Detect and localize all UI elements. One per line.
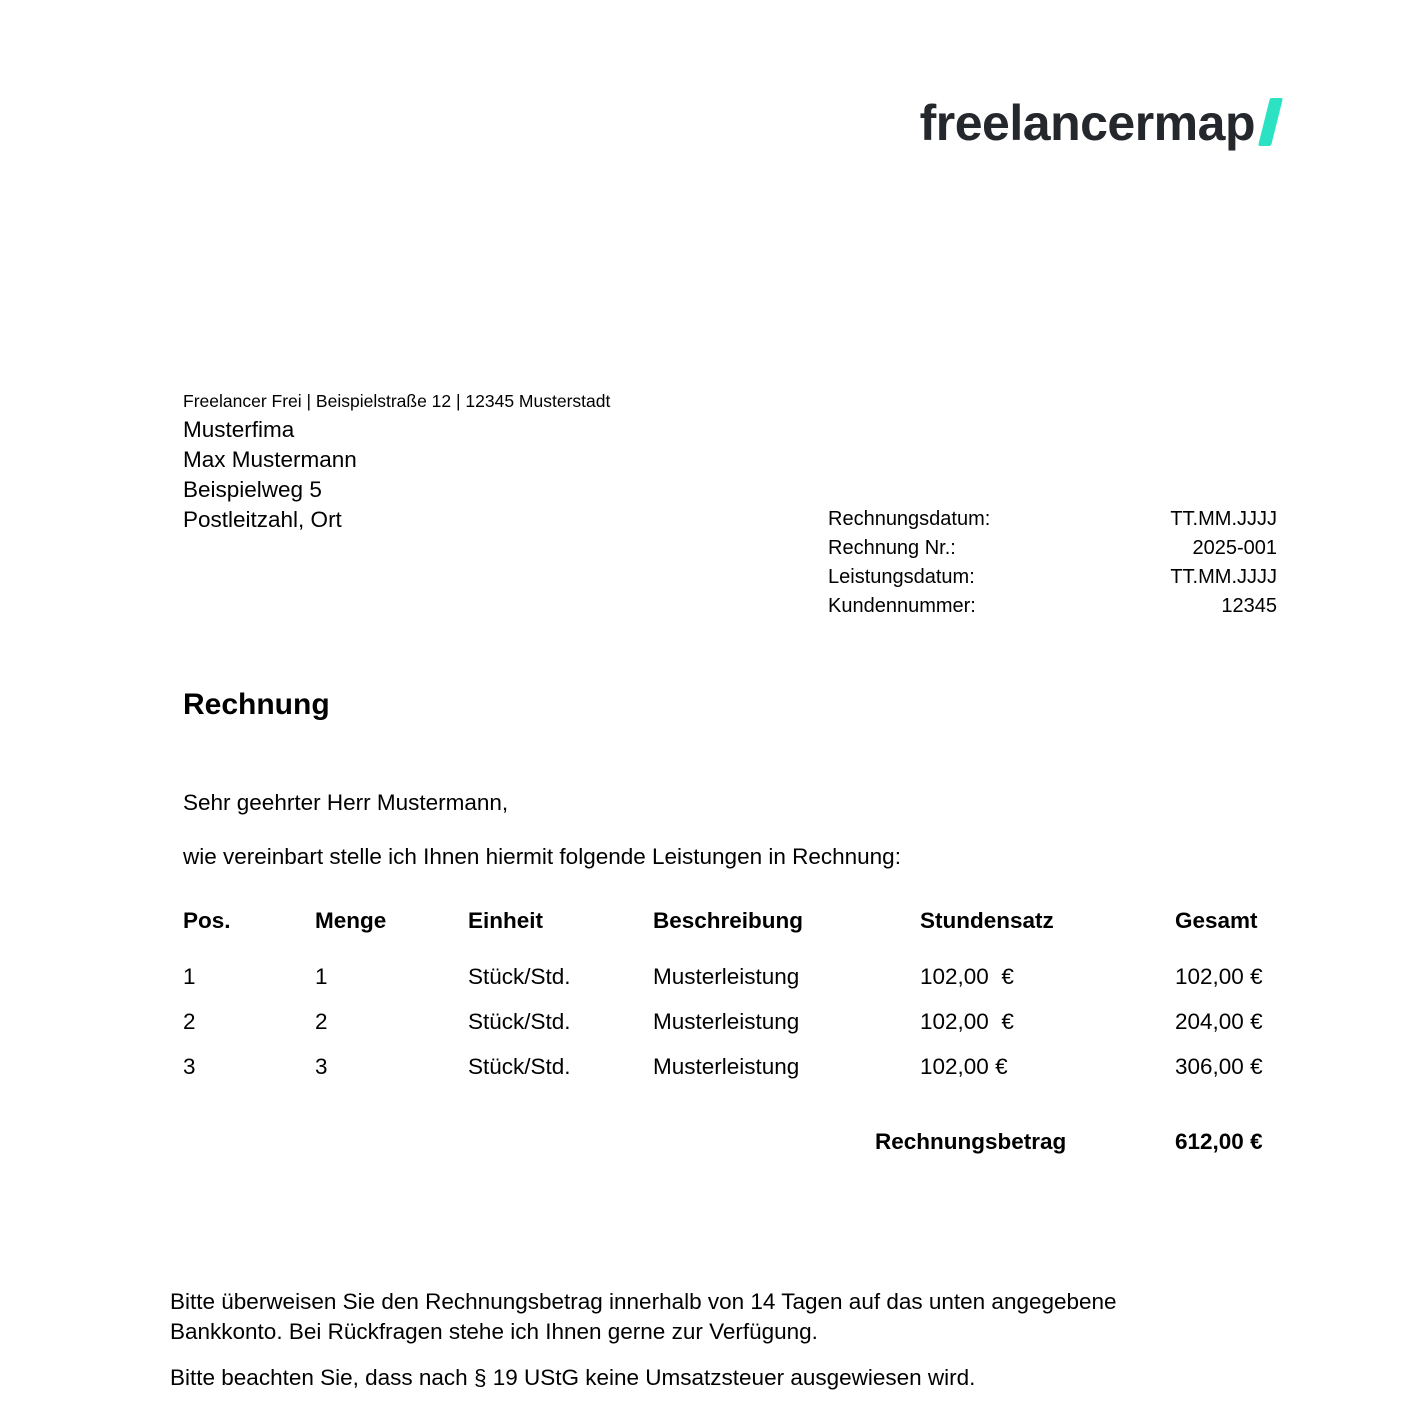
- row-pos: 3: [183, 1054, 196, 1079]
- line-items-table: [183, 907, 1277, 1098]
- footer-notes: [170, 1287, 1330, 1393]
- payment-note-line-1: Bitte überweisen Sie den Rechnungsbetrag innerhalb von 14 Tagen auf das unten angegebene: [170, 1289, 1117, 1314]
- recipient-street: Beispielweg 5: [183, 477, 322, 502]
- row-stundensatz: 102,00 €: [920, 964, 1014, 989]
- meta-row-customer-number: [828, 592, 1277, 621]
- customer-number-value: 12345: [1221, 595, 1277, 617]
- invoice-meta-block: [828, 505, 1277, 621]
- row-menge: 2: [315, 1009, 328, 1034]
- row-beschreibung: Musterleistung: [653, 964, 800, 989]
- invoice-total-value: 612,00 €: [1175, 1129, 1263, 1154]
- header-stundensatz: Stundensatz: [920, 908, 1054, 933]
- table-header-row: [183, 907, 1277, 935]
- header-gesamt: Gesamt: [1175, 908, 1258, 933]
- freelancermap-logo: [920, 94, 1277, 152]
- row-gesamt: 306,00 €: [1175, 1054, 1263, 1079]
- meta-row-service-date: [828, 563, 1277, 592]
- greeting-line: Sehr geehrter Herr Mustermann,: [183, 790, 509, 815]
- meta-row-invoice-date: [828, 505, 1277, 534]
- invoice-date-value: TT.MM.JJJJ: [1170, 508, 1277, 530]
- customer-number-label: Kundennummer:: [828, 595, 976, 617]
- invoice-total-label: Rechnungsbetrag: [875, 1129, 1067, 1154]
- row-menge: 1: [315, 964, 328, 989]
- row-beschreibung: Musterleistung: [653, 1009, 800, 1034]
- table-row: [183, 1053, 1277, 1081]
- payment-note-line-2: Bankkonto. Bei Rückfragen stehe ich Ihnen gerne zur Verfügung.: [170, 1319, 818, 1344]
- logo-slash-icon: [1258, 98, 1283, 146]
- row-einheit: Stück/Std.: [468, 1054, 571, 1079]
- recipient-city: Postleitzahl, Ort: [183, 507, 342, 532]
- row-menge: 3: [315, 1054, 328, 1079]
- header-pos: Pos.: [183, 908, 231, 933]
- row-stundensatz: 102,00 €: [920, 1054, 1008, 1079]
- intro-line: wie vereinbart stelle ich Ihnen hiermit folgende Leistungen in Rechnung:: [183, 844, 901, 869]
- invoice-date-label: Rechnungsdatum:: [828, 508, 991, 530]
- tax-note: Bitte beachten Sie, dass nach § 19 UStG keine Umsatzsteuer ausgewiesen wird.: [170, 1365, 976, 1390]
- service-date-value: TT.MM.JJJJ: [1170, 566, 1277, 588]
- row-pos: 1: [183, 964, 196, 989]
- invoice-number-label: Rechnung Nr.:: [828, 537, 956, 559]
- page-title: Rechnung: [183, 688, 330, 721]
- row-einheit: Stück/Std.: [468, 964, 571, 989]
- table-row: [183, 963, 1277, 991]
- row-beschreibung: Musterleistung: [653, 1054, 800, 1079]
- header-menge: Menge: [315, 908, 387, 933]
- header-beschreibung: Beschreibung: [653, 908, 804, 933]
- invoice-number-value: 2025-001: [1192, 537, 1277, 559]
- recipient-address-block: [183, 415, 357, 535]
- recipient-name: Max Mustermann: [183, 447, 357, 472]
- header-einheit: Einheit: [468, 908, 544, 933]
- service-date-label: Leistungsdatum:: [828, 566, 975, 588]
- row-gesamt: 102,00 €: [1175, 964, 1263, 989]
- row-stundensatz: 102,00 €: [920, 1009, 1014, 1034]
- row-gesamt: 204,00 €: [1175, 1009, 1263, 1034]
- meta-row-invoice-number: [828, 534, 1277, 563]
- recipient-company: Musterfima: [183, 417, 295, 442]
- row-einheit: Stück/Std.: [468, 1009, 571, 1034]
- table-row: [183, 1008, 1277, 1036]
- logo-wordmark: freelancermap: [919, 95, 1255, 151]
- row-pos: 2: [183, 1009, 196, 1034]
- sender-address-line: Freelancer Frei | Beispielstraße 12 | 12345 Musterstadt: [183, 391, 611, 411]
